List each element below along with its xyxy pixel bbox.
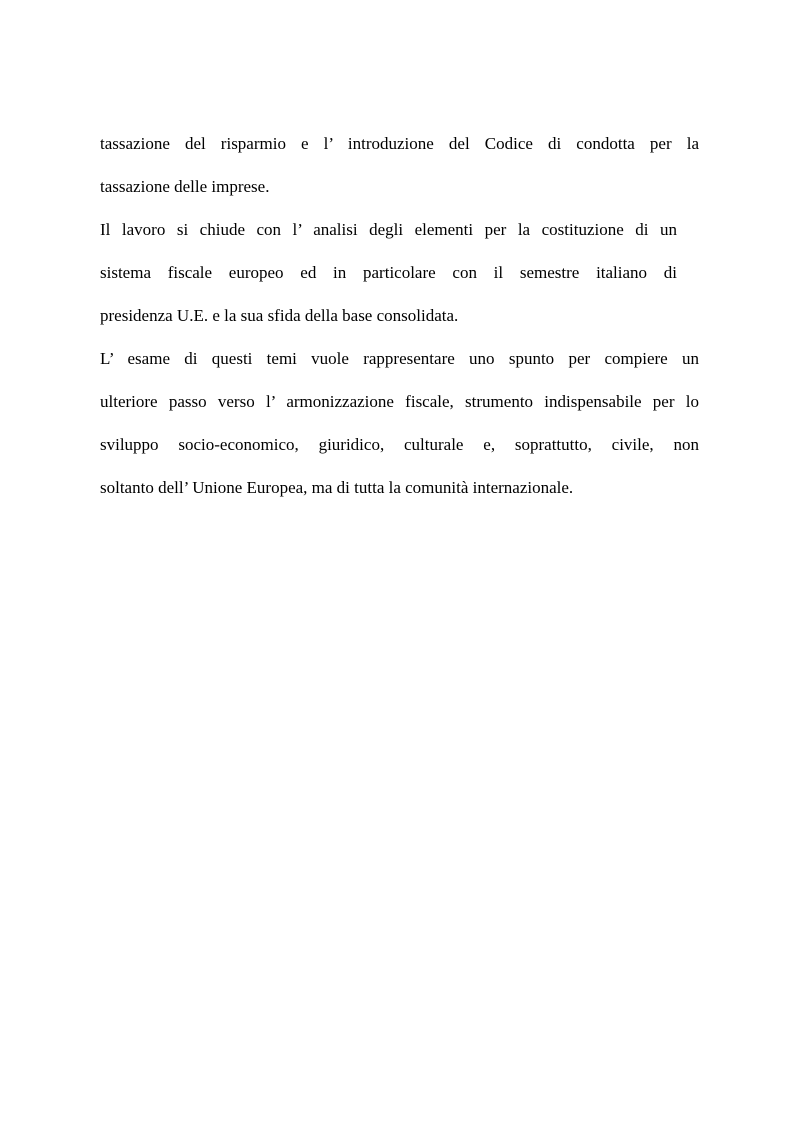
text-line: ulteriore passo verso l’ armonizzazione fiscale, strumento indispensabile per lo (100, 392, 699, 411)
text-line: Il lavoro si chiude con l’ analisi degli elementi per la costituzione di un (100, 220, 677, 239)
text-line: soltanto dell’ Unione Europea, ma di tutta la comunità internazionale. (100, 478, 574, 497)
body-text (100, 127, 699, 514)
text-line: sistema fiscale europeo ed in particolare con il semestre italiano di (100, 263, 677, 282)
text-line: sviluppo socio-economico, giuridico, culturale e, soprattutto, civile, non (100, 435, 699, 454)
text-line: presidenza U.E. e la sua sfida della base consolidata. (100, 306, 459, 325)
text-line: L’ esame di questi temi vuole rappresentare uno spunto per compiere un (100, 349, 699, 368)
text-line: tassazione delle imprese. (100, 177, 270, 196)
text-line: tassazione del risparmio e l’ introduzione del Codice di condotta per la (100, 134, 699, 153)
